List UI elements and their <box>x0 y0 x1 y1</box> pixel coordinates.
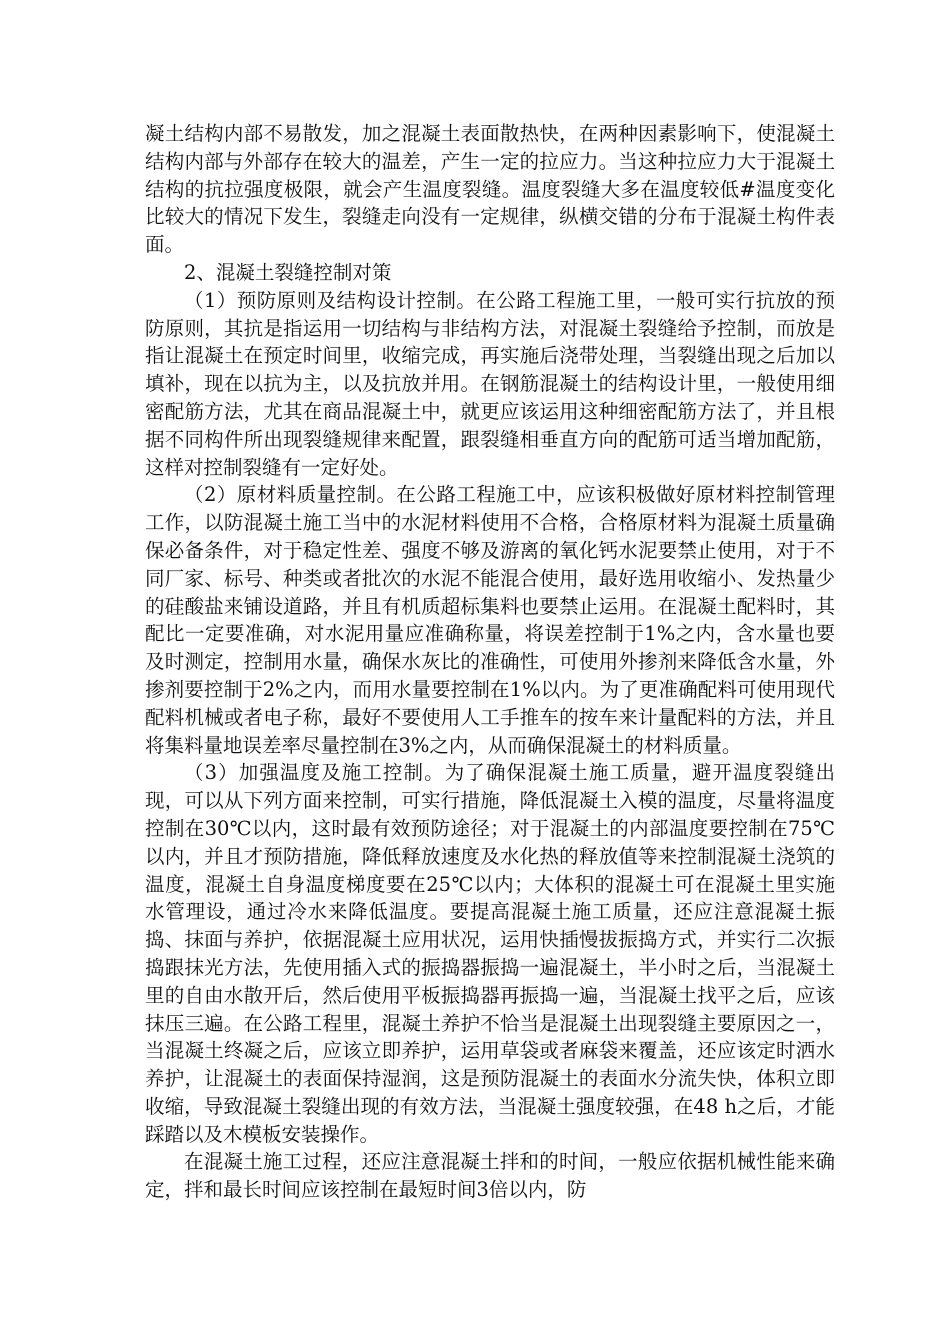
paragraph-prevention-principle: （1）预防原则及结构设计控制。在公路工程施工里，一般可实行抗放的预防原则，其抗是指运用一切结构与非结构方法，对混凝土裂缝给予控制，而放是指让混凝土在预定时间里，收缩完成，再实施后浇带处理，当裂缝出现之后加以填补，现在以抗为主，以及抗放并用。在钢筋混凝土的结构设计里，一般使用细密配筋方法，尤其在商品混凝土中，就更应该运用这种细密配筋方法了，并且根据不同构件所出现裂缝规律来配置，跟裂缝相垂直方向的配筋可适当增加配筋，这样对控制裂缝有一定好处。 <box>145 288 835 479</box>
paragraph-material-control: （2）原材料质量控制。在公路工程施工中，应该积极做好原材料控制管理工作，以防混凝土施工当中的水泥材料使用不合格，合格原材料为混凝土质量确保必备条件，对于稳定性差、强度不够及游离的氧化钙水泥要禁止使用，对于不同厂家、标号、种类或者批次的水泥不能混合使用，最好选用收缩小、发热量少的硅酸盐来铺设道路，并且有机质超标集料也要禁止运用。在混凝土配料时，其配比一定要准确，对水泥用量应准确称量，将误差控制于1%之内，含水量也要及时测定，控制用水量，确保水灰比的准确性，可使用外掺剂来降低含水量，外掺剂要控制于2%之内，而用水量要控制在1%以内。为了更准确配料可使用现代配料机械或者电子称，最好不要使用人工手推车的按车来计量配料的方法，并且将集料量地误差率尽量控制在3%之内，从而确保混凝土的材料质量。 <box>145 483 835 757</box>
paragraph-mixing-time: 在混凝土施工过程，还应注意混凝土拌和的时间，一般应依据机械性能来确定，拌和最长时间应该控制在最短时间3倍以内，防 <box>145 1150 835 1202</box>
section-heading: 2、混凝土裂缝控制对策 <box>184 260 392 284</box>
paragraph-continuation: 凝土结构内部不易散发，加之混凝土表面散热快，在两种因素影响下，使混凝土结构内部与外部存在较大的温差，产生一定的拉应力。当这种拉应力大于混凝土结构的抗拉强度极限，就会产生温度裂缝。温度裂缝大多在温度较低#温度变化比较大的情况下发生，裂缝走向没有一定规律，纵横交错的分布于混凝土构件表面。 <box>145 122 835 257</box>
paragraph-temperature-control: （3）加强温度及施工控制。为了确保混凝土施工质量，避开温度裂缝出现，可以从下列方面来控制，可实行措施，降低混凝土入模的温度，尽量将温度控制在30℃以内，这时最有效预防途径；对于混凝土的内部温度要控制在75℃以内，并且才预防措施，降低释放速度及水化热的释放值等来控制混凝土浇筑的温度，混凝土自身温度梯度要在25℃以内；大体积的混凝土可在混凝土里实施水管理设，通过冷水来降低温度。要提高混凝土施工质量，还应注意混凝土振捣、抹面与养护，依据混凝土应用状况，运用快插慢拔振捣方式，并实行二次振捣跟抹光方法，先使用插入式的振捣器振捣一遍混凝土，半小时之后，当混凝土里的自由水散开后，然后使用平板振捣器再振捣一遍，当混凝土找平之后，应该抹压三遍。在公路工程里，混凝土养护不恰当是混凝土出现裂缝主要原因之一，当混凝土终凝之后，应该立即养护，运用草袋或者麻袋来覆盖，还应该定时洒水养护，让混凝土的表面保持湿润，这是预防混凝土的表面水分流失快，体积立即收缩，导致混凝土裂缝出现的有效方法，当混凝土强度较强，在48 h之后，才能踩踏以及木模板安装操作。 <box>145 761 835 1146</box>
document-body <box>145 120 835 1204</box>
